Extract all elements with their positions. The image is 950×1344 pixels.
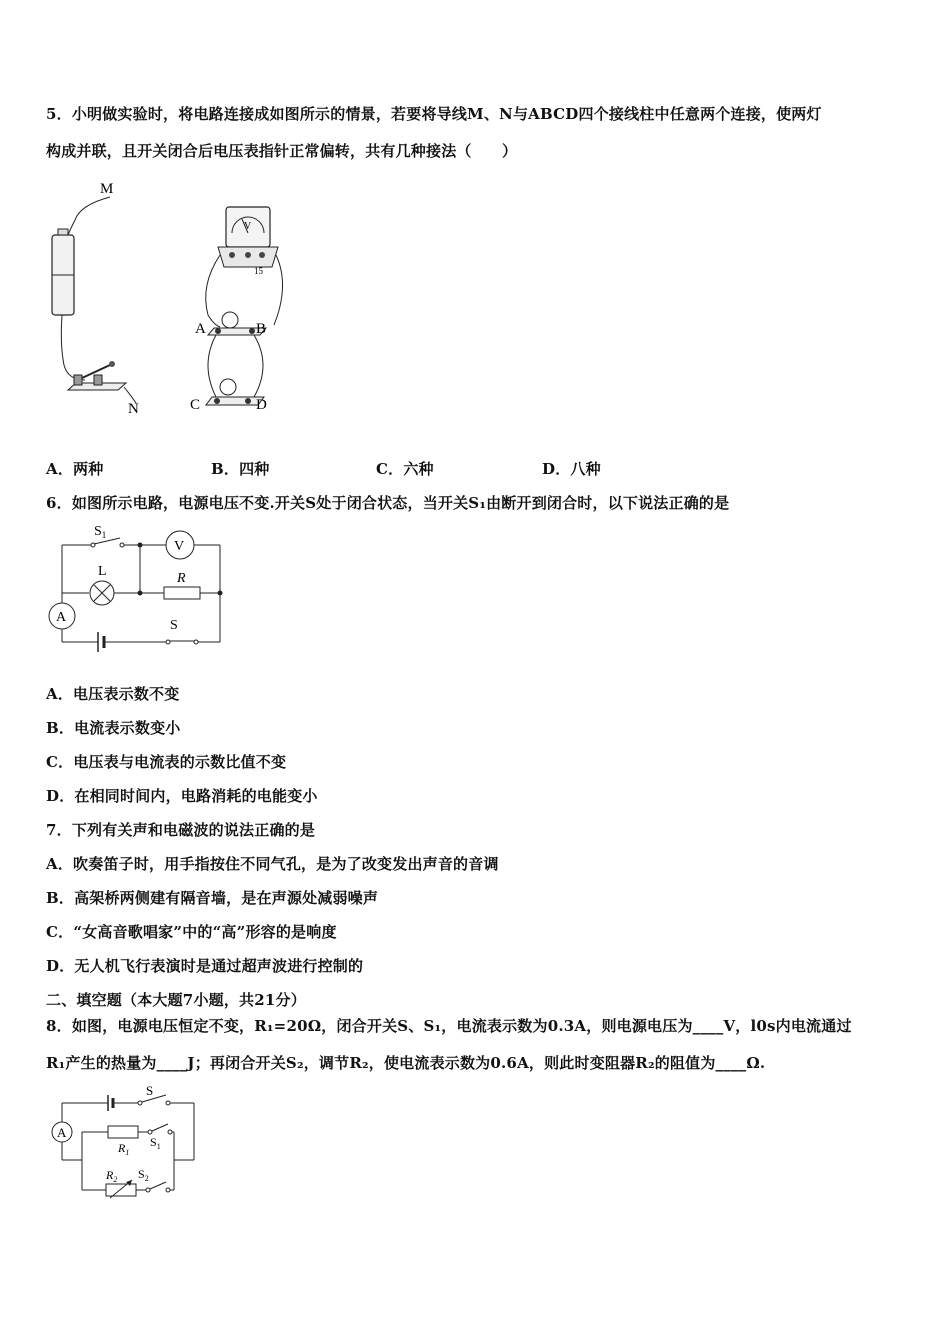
q7-option-c[interactable]: C．“女高音歌唱家”中的“高”形容的是响度 xyxy=(46,923,337,941)
rheostat-R2 xyxy=(106,1184,136,1196)
q8-stem-line2: R₁产生的热量为____J；再闭合开关S₂，调节R₂，使电流表示数为0.6A，则此时变阻器R₂的阻值为____Ω. xyxy=(46,1054,766,1072)
q6-option-b[interactable]: B．电流表示数变小 xyxy=(46,719,181,737)
label-S: S xyxy=(146,1083,154,1098)
q5-options xyxy=(46,458,746,478)
label-M: M xyxy=(100,181,114,197)
label-S: S xyxy=(170,618,178,633)
q5-option-b[interactable]: B．四种 xyxy=(211,460,270,478)
resistor-R1 xyxy=(108,1126,138,1138)
q5-stem-line1: 5．小明做实验时，将电路连接成如图所示的情景，若要将导线M、N与ABCD四个接线柱中任意两个连接，使两灯 xyxy=(46,105,822,123)
q6-stem: 6．如图所示电路，电源电压不变.开关S处于闭合状态，当开关S₁由断开到闭合时，以下说法正确的是 xyxy=(46,494,730,512)
ammeter-A-label: A xyxy=(57,1125,67,1140)
q8-stem-line1: 8．如图，电源电压恒定不变，R₁=20Ω，闭合开关S、S₁，电流表示数为0.3A，则电源电压为____V，l0s内电流通过 xyxy=(46,1017,852,1035)
label-B: B xyxy=(256,321,267,337)
q6-option-a[interactable]: A．电压表示数不变 xyxy=(46,685,180,703)
label-S2: $S_2$ xyxy=(138,1167,149,1183)
section-2-heading: 二、填空题（本大题7小题，共21分） xyxy=(46,991,306,1009)
label-D: D xyxy=(256,397,267,413)
voltmeter-V-label: V xyxy=(244,221,252,232)
q7-option-a[interactable]: A．吹奏笛子时，用手指按住不同气孔，是为了改变发出声音的音调 xyxy=(46,855,499,873)
label-S1: $S_1$ xyxy=(94,524,107,540)
knife-switch xyxy=(68,361,126,390)
q5-circuit-figure xyxy=(40,175,300,425)
q5-stem-line2: 构成并联，且开关闭合后电压表指针正常偏转，共有几种接法（ ） xyxy=(46,142,518,160)
q6-option-c[interactable]: C．电压表与电流表的示数比值不变 xyxy=(46,753,287,771)
terminal-15: 15 xyxy=(254,266,263,276)
label-C: C xyxy=(190,397,201,413)
label-R: R xyxy=(177,571,186,586)
q6-option-d[interactable]: D．在相同时间内，电路消耗的电能变小 xyxy=(46,787,318,805)
q8-circuit-figure xyxy=(46,1082,206,1200)
label-S1: $S_1$ xyxy=(150,1135,161,1151)
q6-circuit-figure xyxy=(44,518,234,658)
voltmeter xyxy=(218,207,278,276)
ammeter-A-label: A xyxy=(56,610,67,625)
q7-stem: 7．下列有关声和电磁波的说法正确的是 xyxy=(46,821,316,839)
q7-option-b[interactable]: B．高架桥两侧建有隔音墙，是在声源处减弱噪声 xyxy=(46,889,379,907)
label-A: A xyxy=(195,321,206,337)
label-N: N xyxy=(128,401,139,417)
resistor-R xyxy=(164,587,200,599)
label-R1: $R_1$ xyxy=(118,1141,130,1157)
voltmeter-V-label: V xyxy=(174,539,185,554)
q5-option-a[interactable]: A．两种 xyxy=(46,460,104,478)
q5-option-c[interactable]: C．六种 xyxy=(376,460,434,478)
q5-option-d[interactable]: D．八种 xyxy=(542,460,601,478)
label-R2: $R_2$ xyxy=(106,1168,118,1184)
label-L: L xyxy=(98,564,107,579)
q7-option-d[interactable]: D．无人机飞行表演时是通过超声波进行控制的 xyxy=(46,957,364,975)
